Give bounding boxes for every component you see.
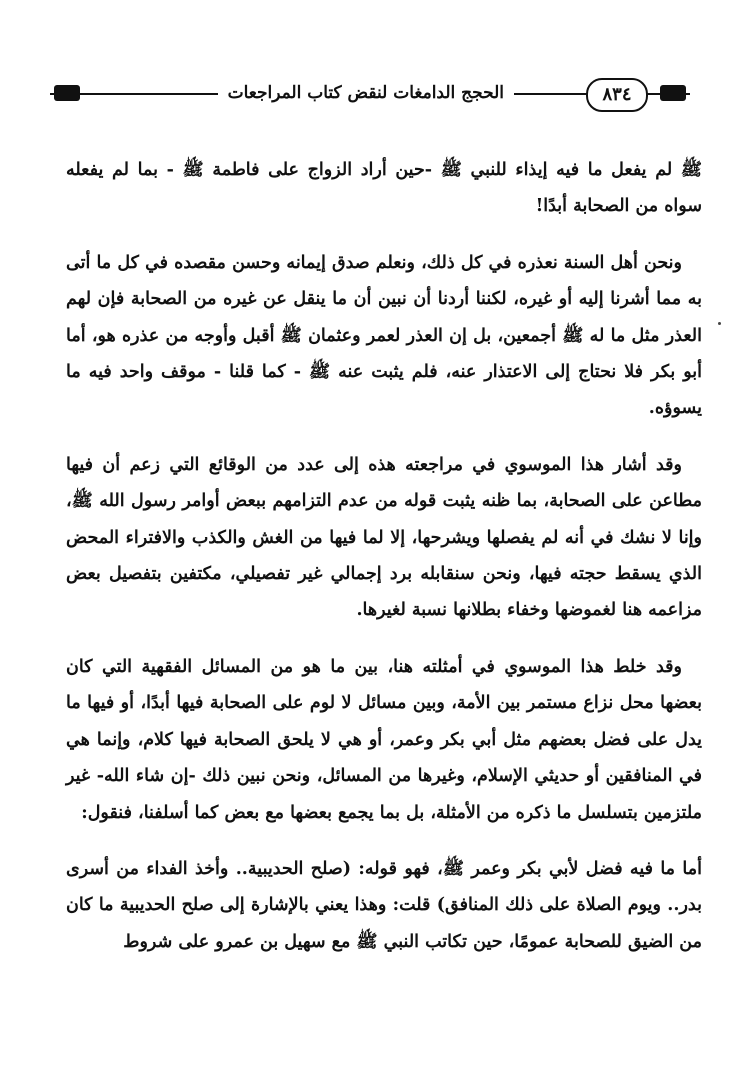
ornament-right-icon [660, 85, 686, 101]
paragraph-1: ﷺ لم يفعل ما فيه إيذاء للنبي ﷺ -حين أراد الزواج على فاطمة ﷺ - بما لم يفعله سواه من الصحابة أبدًا! [66, 160, 702, 217]
ornament-left-icon [54, 85, 80, 101]
paragraph-4: وقد خلط هذا الموسوي في أمثلته هنا، بين ما هو من المسائل الفقهية التي كان بعضها محل نزاع مستمر بين الأمة، وبين مسائل لا لوم على الصحابة فيها أبدًا، أو فيها ما يدل على فضل بعضهم مثل أبي بكر وعمر، أو هي لا يلحق الصحابة فيها كلام، وإنما هي في المنافقين أو حديثي الإسلام، وغيرها من المسائل، ونحن نبين ذلك -إن شاء الله- غير ملتزمين بتسلسل ما ذكره من الأمثلة، بل بما يجمع بعضها مع بعض كما أسلفنا، فنقول: [66, 656, 702, 823]
paragraph-5: أما ما فيه فضل لأبي بكر وعمر ﷺ، فهو قوله: (صلح الحديبية.. وأخذ الفداء من أسرى بدر.. ويوم الصلاة على ذلك المنافق) قلت: وهذا يعني بالإشارة إلى صلح الحديبية ما كان من الضيق للصحابة عمومًا، حين تكاتب النبي ﷺ مع سهيل بن عمرو على شروط [66, 858, 702, 952]
book-title: الحجج الدامغات لنقض كتاب المراجعات [218, 76, 514, 110]
page-header [50, 76, 690, 110]
paragraph-2: ونحن أهل السنة نعذره في كل ذلك، ونعلم صدق إيمانه وحسن مقصده في كل ما أتى به مما أشرنا إليه أو غيره، لكننا أردنا أن نبين أن ما ينقل عن غيره من الصحابة فإن لهم العذر مثل ما له ﷺ أجمعين، بل إن العذر لعمر وعثمان ﷺ أقبل وأوجه من عذره هو، أما أبو بكر فلا نحتاج إلى الاعتذار عنه، فلم يثبت عنه ﷺ - كما قلنا - موقف واحد فيه ما يسوؤه. [66, 252, 702, 419]
page-body [66, 152, 702, 960]
page-number: ٨٣٤ [586, 78, 648, 112]
paragraph-3: وقد أشار هذا الموسوي في مراجعته هذه إلى عدد من الوقائع التي زعم أن فيها مطاعن على الصحابة، بما ظنه يثبت قوله من عدم التزامهم ببعض أوامر رسول الله ﷺ، وإنا لا نشك في أنه لم يفصلها ويشرحها، إلا لما فيها من الغش والكذب والافتراء المحض الذي يسقط حجته فيها، ونحن سنقابله برد إجمالي غير تفصيلي، مكتفين بتفصيل بعض مزاعمه هنا لغموضها وخفاء بطلانها نسبة لغيرها. [66, 454, 702, 621]
stray-dot [718, 322, 721, 325]
